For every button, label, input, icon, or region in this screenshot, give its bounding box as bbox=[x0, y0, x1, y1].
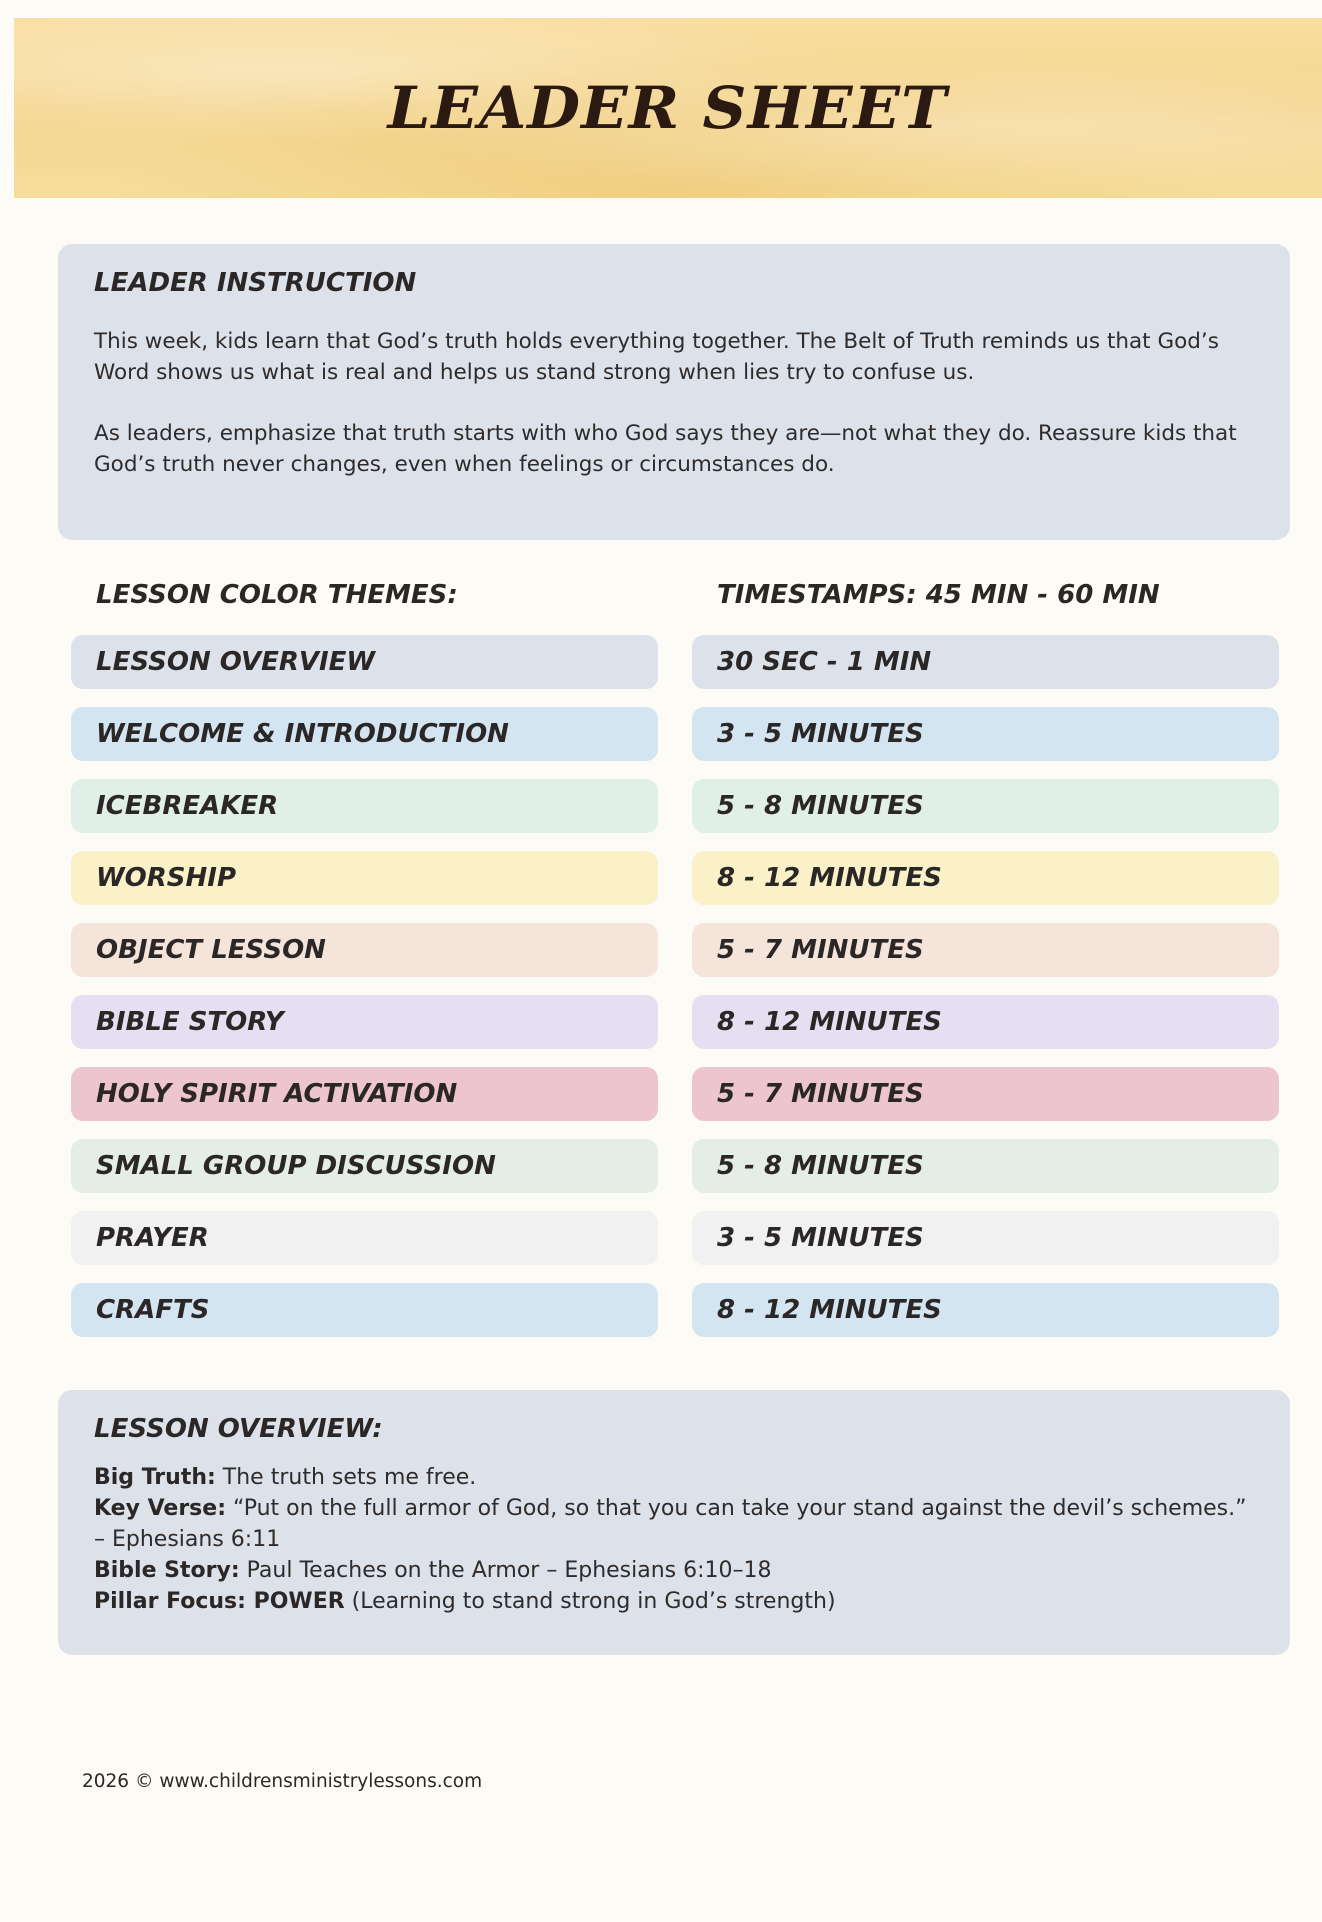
key-verse-text: “Put on the full armor of God, so that you can take your stand against the devil’s schemes.” bbox=[226, 1496, 1247, 1521]
theme-label-welcome: WELCOME & INTRODUCTION bbox=[71, 707, 658, 761]
timestamps-heading: TIMESTAMPS: 45 MIN - 60 MIN bbox=[717, 580, 1160, 610]
theme-label-prayer: PRAYER bbox=[71, 1211, 658, 1265]
theme-label-bible-story: BIBLE STORY bbox=[71, 995, 658, 1049]
theme-time-small-group: 5 - 8 MINUTES bbox=[692, 1139, 1279, 1193]
theme-time-lesson-overview: 30 SEC - 1 MIN bbox=[692, 635, 1279, 689]
theme-label-lesson-overview: LESSON OVERVIEW bbox=[71, 635, 658, 689]
theme-time-worship: 8 - 12 MINUTES bbox=[692, 851, 1279, 905]
key-verse-label: Key Verse: bbox=[94, 1496, 226, 1521]
bible-story-text: Paul Teaches on the Armor – Ephesians 6:10–18 bbox=[239, 1558, 772, 1583]
color-themes-heading: LESSON COLOR THEMES: bbox=[96, 580, 458, 610]
key-verse-line bbox=[94, 1493, 1264, 1524]
pillar-focus-text: (Learning to stand strong in God’s strength) bbox=[344, 1589, 836, 1614]
big-truth-line bbox=[94, 1462, 1264, 1493]
big-truth-label: Big Truth: bbox=[94, 1465, 216, 1490]
theme-time-object-lesson: 5 - 7 MINUTES bbox=[692, 923, 1279, 977]
theme-label-object-lesson: OBJECT LESSON bbox=[71, 923, 658, 977]
instruction-paragraph-1: This week, kids learn that God’s truth holds everything together. The Belt of Truth reminds us that God’s Word shows us what is real and helps us stand strong when lies try to confuse us. bbox=[94, 329, 1219, 385]
pillar-focus-line bbox=[94, 1586, 1264, 1617]
footer-copyright: 2026 © www.childrensministrylessons.com bbox=[82, 1771, 483, 1792]
bible-story-line bbox=[94, 1555, 1264, 1586]
leader-instruction-card bbox=[58, 244, 1290, 540]
theme-label-small-group: SMALL GROUP DISCUSSION bbox=[71, 1139, 658, 1193]
theme-label-holy-spirit-activation: HOLY SPIRIT ACTIVATION bbox=[71, 1067, 658, 1121]
page-title: LEADER SHEET bbox=[388, 74, 948, 142]
header-banner bbox=[14, 18, 1322, 198]
theme-time-welcome: 3 - 5 MINUTES bbox=[692, 707, 1279, 761]
instruction-paragraph-2: As leaders, emphasize that truth starts with who God says they are—not what they do. Reassure kids that God’s truth never changes, even when feelings or circumstances do. bbox=[94, 421, 1237, 477]
instruction-heading: LEADER INSTRUCTION bbox=[94, 268, 417, 298]
big-truth-text: The truth sets me free. bbox=[215, 1465, 477, 1490]
theme-time-icebreaker: 5 - 8 MINUTES bbox=[692, 779, 1279, 833]
overview-heading: LESSON OVERVIEW: bbox=[94, 1414, 383, 1444]
overview-details bbox=[94, 1462, 1264, 1617]
theme-label-icebreaker: ICEBREAKER bbox=[71, 779, 658, 833]
theme-time-bible-story: 8 - 12 MINUTES bbox=[692, 995, 1279, 1049]
theme-time-prayer: 3 - 5 MINUTES bbox=[692, 1211, 1279, 1265]
pillar-focus-label: Pillar Focus: POWER bbox=[94, 1589, 345, 1614]
key-verse-reference: – Ephesians 6:11 bbox=[94, 1527, 281, 1552]
theme-time-crafts: 8 - 12 MINUTES bbox=[692, 1283, 1279, 1337]
theme-label-crafts: CRAFTS bbox=[71, 1283, 658, 1337]
theme-label-worship: WORSHIP bbox=[71, 851, 658, 905]
theme-time-holy-spirit-activation: 5 - 7 MINUTES bbox=[692, 1067, 1279, 1121]
lesson-overview-card bbox=[58, 1390, 1290, 1655]
bible-story-label: Bible Story: bbox=[94, 1558, 240, 1583]
